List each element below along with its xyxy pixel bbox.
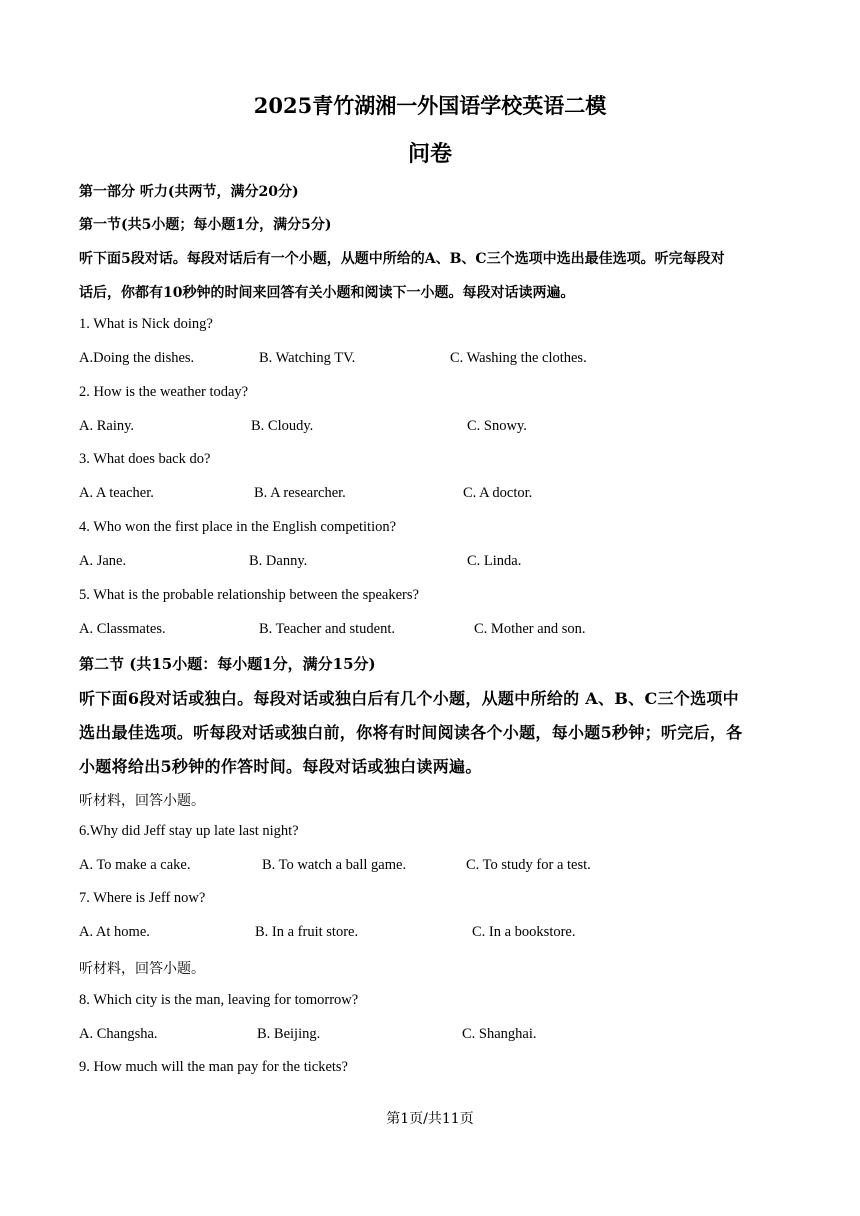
- q2-option-b: B. Cloudy.: [251, 418, 314, 434]
- material-note-2: 听材料，回答小题。: [79, 961, 205, 977]
- q4-option-b: B. Danny.: [249, 553, 308, 569]
- q2-option-a: A. Rainy.: [79, 418, 135, 434]
- page-footer: 第1页/共11页: [386, 1111, 474, 1127]
- q4-option-a: A. Jane.: [79, 553, 127, 569]
- section1-instruction-line1: 听下面5段对话。每段对话后有一个小题，从题中所给的A、B、C三个选项中选出最佳选项。听完每段对: [79, 251, 725, 267]
- q1-option-b: B. Watching TV.: [259, 350, 356, 366]
- q1-option-c: C. Washing the clothes.: [450, 350, 587, 366]
- question-5: 5. What is the probable relationship between the speakers?: [79, 587, 419, 603]
- q8-option-b: B. Beijing.: [257, 1026, 321, 1042]
- q4-option-c: C. Linda.: [467, 553, 522, 569]
- q6-option-c: C. To study for a test.: [466, 857, 591, 873]
- section1-heading: 第一节(共5小题；每小题1分，满分5分): [79, 217, 332, 233]
- section2-heading: 第二节 (共15小题：每小题1分，满分15分): [79, 655, 376, 673]
- q3-option-a: A. A teacher.: [79, 485, 154, 501]
- question-9: 9. How much will the man pay for the tickets?: [79, 1059, 348, 1075]
- question-1: 1. What is Nick doing?: [79, 316, 213, 332]
- section2-instruction-line2: 选出最佳选项。听每段对话或独白前，你将有时间阅读各个小题，每小题5秒钟；听完后，各: [79, 723, 743, 742]
- q7-option-c: C. In a bookstore.: [472, 924, 576, 940]
- section1-instruction-line2: 话后，你都有10秒钟的时间来回答有关小题和阅读下一小题。每段对话读两遍。: [79, 285, 575, 301]
- q5-option-c: C. Mother and son.: [474, 621, 586, 637]
- q7-option-a: A. At home.: [79, 924, 150, 940]
- question-7: 7. Where is Jeff now?: [79, 890, 206, 906]
- q5-option-a: A. Classmates.: [79, 621, 166, 637]
- exam-title: 2025青竹湖湘一外国语学校英语二模: [253, 93, 607, 118]
- q3-option-c: C. A doctor.: [463, 485, 533, 501]
- q5-option-b: B. Teacher and student.: [259, 621, 396, 637]
- material-note-1: 听材料，回答小题。: [79, 793, 205, 809]
- section2-instruction-line3: 小题将给出5秒钟的作答时间。每段对话或独白读两遍。: [79, 757, 482, 776]
- section2-instruction-line1: 听下面6段对话或独白。每段对话或独白后有几个小题，从题中所给的 A、B、C三个选项中: [79, 689, 739, 708]
- q3-option-b: B. A researcher.: [254, 485, 346, 501]
- q2-option-c: C. Snowy.: [467, 418, 527, 434]
- question-8: 8. Which city is the man, leaving for tomorrow?: [79, 992, 359, 1008]
- q6-option-a: A. To make a cake.: [79, 857, 191, 873]
- question-4: 4. Who won the first place in the English competition?: [79, 519, 397, 535]
- q1-option-a: A.Doing the dishes.: [79, 350, 195, 366]
- question-6: 6.Why did Jeff stay up late last night?: [79, 823, 299, 839]
- question-2: 2. How is the weather today?: [79, 384, 249, 400]
- exam-subtitle: 问卷: [407, 141, 452, 167]
- q6-option-b: B. To watch a ball game.: [262, 857, 407, 873]
- part1-heading: 第一部分 听力(共两节，满分20分): [79, 184, 299, 200]
- q8-option-c: C. Shanghai.: [462, 1026, 537, 1042]
- question-3: 3. What does back do?: [79, 451, 211, 467]
- q8-option-a: A. Changsha.: [79, 1026, 158, 1042]
- q7-option-b: B. In a fruit store.: [255, 924, 359, 940]
